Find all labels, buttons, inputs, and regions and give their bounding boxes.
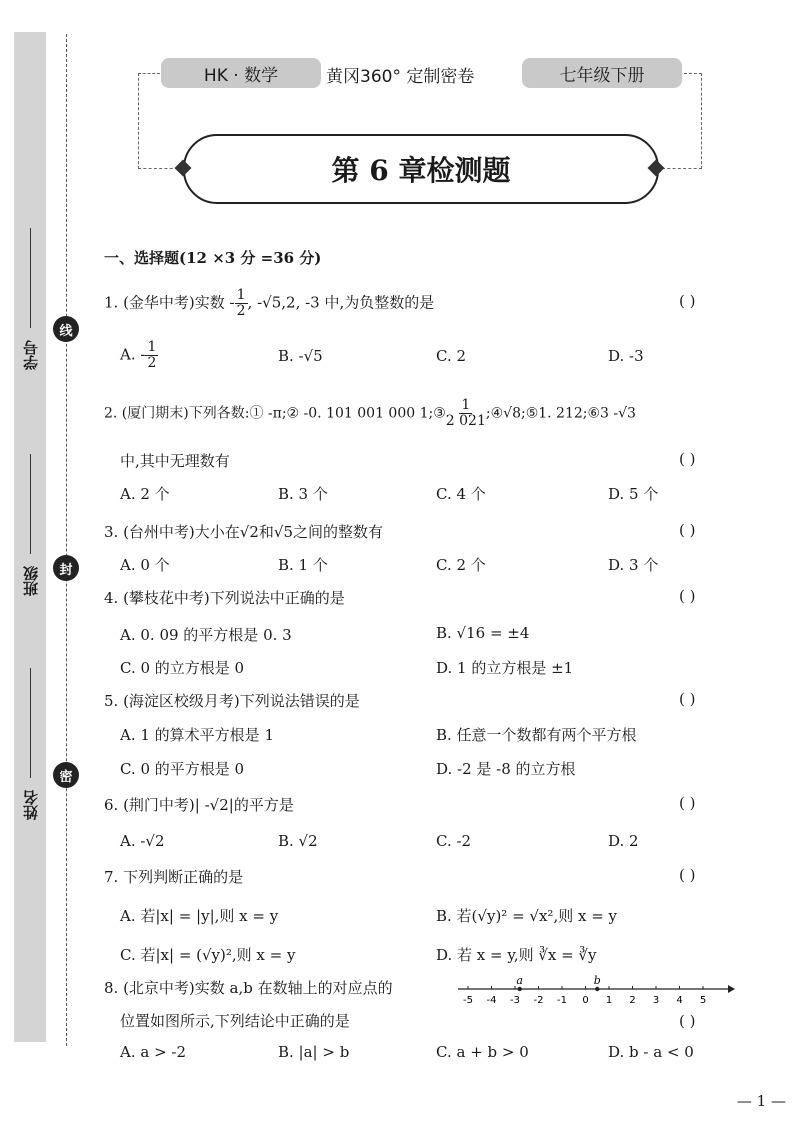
option-1b[interactable]: B. -√5: [278, 347, 323, 365]
number-line-tick-label: -2: [533, 995, 544, 1006]
header-dash: [138, 73, 160, 74]
number-line-tick-label: 0: [582, 995, 589, 1006]
question-2-line2: 中,其中无理数有: [120, 452, 230, 470]
option-8c[interactable]: C. a + b > 0: [436, 1043, 529, 1061]
seal-secret: 密: [53, 762, 79, 788]
option-3b[interactable]: B. 1 个: [278, 556, 328, 574]
number-line-tick-label: 4: [676, 995, 683, 1006]
option-5b[interactable]: B. 任意一个数都有两个平方根: [436, 726, 637, 744]
seal-seal: 封: [53, 555, 79, 581]
number-line-tick-label: -4: [486, 995, 497, 1006]
option-7b[interactable]: B. 若(√y)² = √x²,则 x = y: [436, 907, 618, 925]
option-2b[interactable]: B. 3 个: [278, 485, 328, 503]
header-dash: [684, 73, 702, 74]
question-4: 4. (攀枝花中考)下列说法中正确的是: [104, 589, 345, 607]
chapter-title: 第 6 章检测题: [183, 134, 659, 204]
option-2c[interactable]: C. 4 个: [436, 485, 486, 503]
student-id-blank[interactable]: [30, 228, 31, 328]
series-title: 黄冈360° 定制密卷: [326, 67, 475, 87]
question-1: 1. (金华中考)实数 - $\frac{1}{2}$ , -√5,2, -3 中,为负整数的是: [104, 287, 435, 319]
student-id-label: 学号: [22, 340, 40, 370]
option-8a[interactable]: A. a > -2: [120, 1043, 187, 1061]
option-3a[interactable]: A. 0 个: [120, 556, 170, 574]
option-7a[interactable]: A. 若|x| = |y|,则 x = y: [120, 907, 279, 925]
number-line-tick-label: -3: [510, 995, 520, 1006]
number-line-tick-label: 1: [605, 995, 613, 1006]
class-blank[interactable]: [30, 454, 31, 554]
header-dash: [138, 168, 178, 169]
option-1a[interactable]: A. - $\frac{1}{2}$: [120, 339, 157, 371]
number-line-tick-label: -5: [463, 995, 473, 1006]
question-7: 7. 下列判断正确的是: [104, 868, 244, 886]
option-1c[interactable]: C. 2: [436, 347, 467, 365]
question-3: 3. (台州中考)大小在√2和√5之间的整数有: [104, 523, 383, 541]
number-line-point-label: b: [593, 974, 601, 987]
option-6c[interactable]: C. -2: [436, 832, 472, 850]
option-7d[interactable]: D. 若 x = y,则 ∛x = ∛y: [436, 946, 597, 964]
question-2: 2. (厦门期末)下列各数:① -π;② -0. 101 001 000 1;③ $\frac{1}{2 021}$ ;④√8;⑤1. 212;⑥3 -√3: [104, 397, 636, 429]
answer-blank-6[interactable]: ( ): [679, 794, 696, 812]
question-5: 5. (海淀区校级月考)下列说法错误的是: [104, 692, 360, 710]
option-6d[interactable]: D. 2: [608, 832, 639, 850]
option-6a[interactable]: A. -√2: [120, 832, 165, 850]
question-6: 6. (荆门中考)| -√2|的平方是: [104, 796, 294, 814]
section-heading: 一、选择题(12 ×3 分 =36 分): [104, 249, 322, 267]
question-8-line2: 位置如图所示,下列结论中正确的是: [120, 1012, 350, 1030]
option-2d[interactable]: D. 5 个: [608, 485, 659, 503]
option-3c[interactable]: C. 2 个: [436, 556, 486, 574]
number-line-point: [518, 987, 522, 991]
name-label: 姓名: [22, 790, 40, 820]
option-2a[interactable]: A. 2 个: [120, 485, 170, 503]
option-7c[interactable]: C. 若|x| = (√y)²,则 x = y: [120, 946, 296, 964]
option-5c[interactable]: C. 0 的平方根是 0: [120, 760, 245, 778]
number-line-point-label: a: [516, 974, 523, 987]
option-5a[interactable]: A. 1 的算术平方根是 1: [120, 726, 274, 744]
header-dash: [662, 168, 702, 169]
cut-line: [66, 34, 67, 1046]
answer-blank-4[interactable]: ( ): [679, 587, 696, 605]
option-5d[interactable]: D. -2 是 -8 的立方根: [436, 760, 576, 778]
number-line-figure: [456, 973, 736, 1009]
option-3d[interactable]: D. 3 个: [608, 556, 659, 574]
option-6b[interactable]: B. √2: [278, 832, 318, 850]
seal-line: 线: [53, 316, 79, 342]
option-1d[interactable]: D. -3: [608, 347, 644, 365]
answer-blank-3[interactable]: ( ): [679, 521, 696, 539]
number-line-tick-label: -1: [557, 995, 567, 1006]
grade-pill: 七年级下册: [522, 58, 682, 88]
answer-blank-7[interactable]: ( ): [679, 866, 696, 884]
name-blank[interactable]: [30, 668, 31, 778]
option-4b[interactable]: B. √16 = ±4: [436, 624, 530, 642]
answer-blank-5[interactable]: ( ): [679, 690, 696, 708]
number-line-point: [595, 987, 599, 991]
answer-blank-2[interactable]: ( ): [679, 450, 696, 468]
answer-blank-1[interactable]: ( ): [679, 292, 696, 310]
header-dash: [701, 73, 702, 169]
page-number: — 1 —: [736, 1092, 786, 1110]
option-4d[interactable]: D. 1 的立方根是 ±1: [436, 659, 574, 677]
number-line-tick-label: 2: [629, 995, 636, 1006]
option-8d[interactable]: D. b - a < 0: [608, 1043, 694, 1061]
header-dash: [138, 73, 139, 169]
option-8b[interactable]: B. |a| > b: [278, 1043, 350, 1061]
subject-pill: HK · 数学: [161, 58, 321, 88]
class-label: 班级: [22, 566, 40, 596]
answer-blank-8[interactable]: ( ): [679, 1012, 696, 1030]
option-4a[interactable]: A. 0. 09 的平方根是 0. 3: [120, 626, 292, 644]
question-8: 8. (北京中考)实数 a,b 在数轴上的对应点的: [104, 979, 393, 997]
arrow-icon: [728, 985, 735, 993]
number-line-tick-label: 3: [652, 995, 660, 1006]
number-line-tick-label: 5: [699, 995, 707, 1006]
option-4c[interactable]: C. 0 的立方根是 0: [120, 659, 245, 677]
